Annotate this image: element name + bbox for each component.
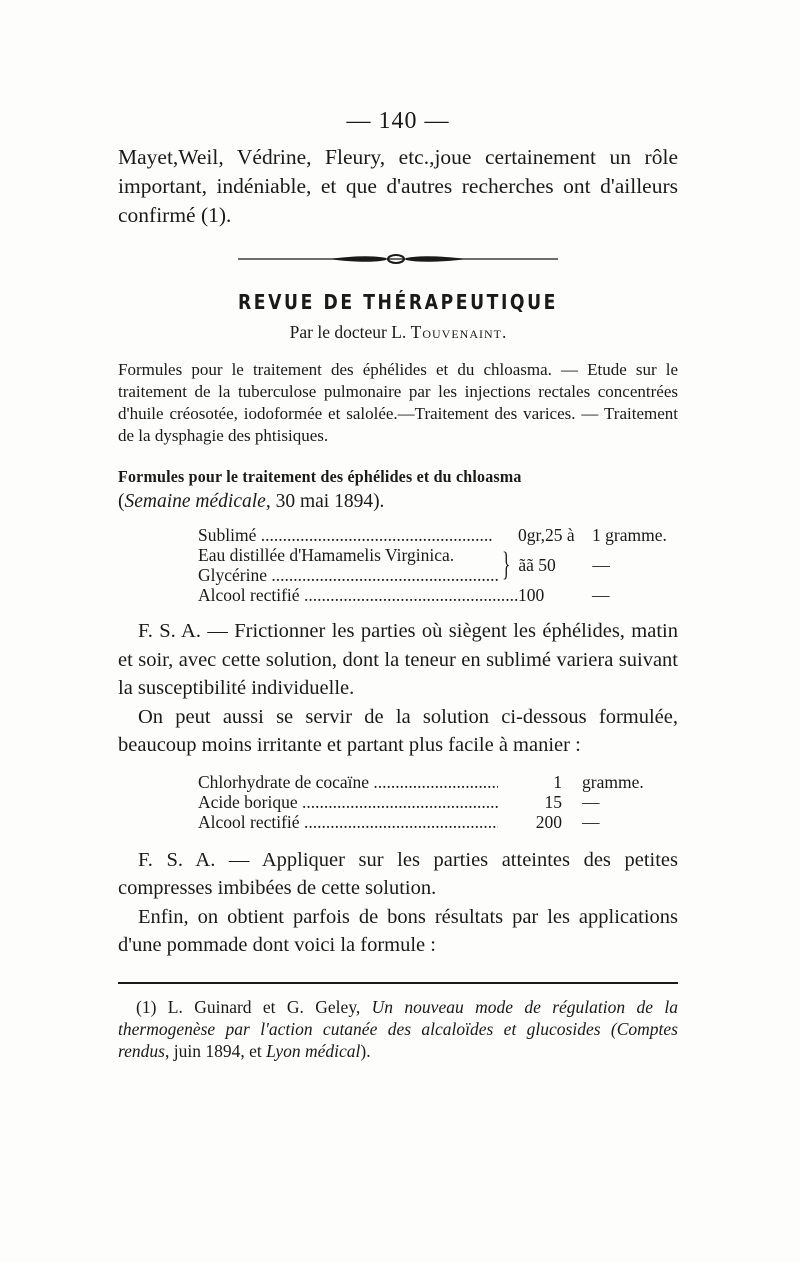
ingredient-name: Alcool rectifié bbox=[198, 811, 300, 832]
ingredient-qty: 200 bbox=[535, 811, 562, 832]
formula-row-group bbox=[198, 545, 678, 585]
ingredient-qty: ãã 50 bbox=[518, 555, 556, 575]
formula-row bbox=[198, 812, 678, 832]
formula-row bbox=[198, 525, 678, 545]
paragraph-pommade: Enfin, on obtient parfois de bons résultats par les applications d'une pommade dont voici la formule : bbox=[118, 905, 678, 956]
byline bbox=[118, 322, 678, 343]
source-open: ( bbox=[118, 491, 125, 512]
footnote-rule bbox=[118, 982, 678, 984]
ingredient-name: Chlorhydrate de cocaïne bbox=[198, 771, 370, 792]
author-name: Touvenaint bbox=[410, 322, 502, 342]
footnote-mid: , juin 1894, et bbox=[165, 1040, 267, 1061]
byline-suffix: . bbox=[501, 322, 507, 342]
ingredient-qty: 100 bbox=[518, 585, 545, 605]
ingredient-qty: 1 bbox=[553, 771, 562, 792]
footnote-journal: Lyon médical bbox=[266, 1040, 361, 1061]
paragraph-instructions-1: F. S. A. — Frictionner les parties où siègent les éphélides, matin et soir, avec cette solution, dont la teneur en sublimé variera suivant la susceptibilité individuelle. bbox=[118, 620, 678, 699]
source-journal: Semaine médicale bbox=[124, 491, 266, 512]
ingredient-name: Sublimé bbox=[198, 525, 257, 545]
source-citation bbox=[118, 491, 678, 513]
formula-1 bbox=[198, 525, 678, 605]
ingredient-name: Eau distillée d'Hamamelis Virginica. bbox=[198, 545, 455, 565]
ingredient-unit: gramme. bbox=[582, 771, 644, 792]
footnote bbox=[118, 996, 678, 1062]
footnote-end: ). bbox=[360, 1040, 371, 1061]
ingredient-name: Alcool rectifié bbox=[198, 585, 300, 605]
formula-row bbox=[198, 585, 678, 605]
footnote-title: Un nouveau mode de régulation de la thermogenèse par l'action cutanée des alcaloïdes et glucosides (Comptes rendus bbox=[118, 996, 678, 1061]
source-date: , 30 mai 1894). bbox=[265, 491, 385, 512]
byline-prefix: Par le docteur L. bbox=[289, 322, 411, 342]
ornament-divider bbox=[238, 252, 558, 266]
page bbox=[118, 108, 678, 1062]
ingredient-unit: — bbox=[592, 585, 610, 605]
formula-2 bbox=[198, 772, 678, 832]
section-summary: Formules pour le traitement des éphélides et du chloasma. — Etude sur le traitement de la tuberculose pulmonaire par les injections rectales concentrées d'huile créosotée, iodoformée et salolée.—Traitement des varices. — Traitement de la dysphagie des phtisiques. bbox=[118, 360, 678, 445]
formula-row bbox=[198, 792, 678, 812]
ingredient-unit: — bbox=[592, 555, 610, 575]
ingredient-unit: — bbox=[582, 791, 600, 812]
ingredient-unit: — bbox=[582, 811, 600, 832]
formula-row bbox=[198, 772, 678, 792]
ingredient-unit: 1 gramme. bbox=[592, 525, 667, 545]
brace: } bbox=[502, 546, 511, 583]
ingredient-name: Acide borique bbox=[198, 791, 298, 812]
page-number: — 140 — bbox=[346, 108, 450, 134]
ingredient-qty: 15 bbox=[544, 791, 562, 812]
section-title: REVUE DE THÉRAPEUTIQUE bbox=[237, 290, 559, 314]
paragraph-alternative: On peut aussi se servir de la solution ci-dessous formulée, beaucoup moins irritante et partant plus facile à manier : bbox=[118, 705, 678, 756]
ingredient-qty: 0gr,25 à bbox=[518, 525, 575, 545]
footnote-marker: (1) L. Guinard et G. Geley, bbox=[136, 996, 372, 1017]
intro-paragraph: Mayet,Weil, Védrine, Fleury, etc.,joue certainement un rôle important, indéniable, et que d'autres recherches ont d'ailleurs confirmé (1). bbox=[118, 145, 678, 227]
subsection-title: Formules pour le traitement des éphélides et du chloasma bbox=[118, 467, 522, 486]
paragraph-instructions-2: F. S. A. — Appliquer sur les parties atteintes des petites compresses imbibées de cette solution. bbox=[118, 848, 678, 899]
ingredient-name: Glycérine bbox=[198, 565, 267, 585]
